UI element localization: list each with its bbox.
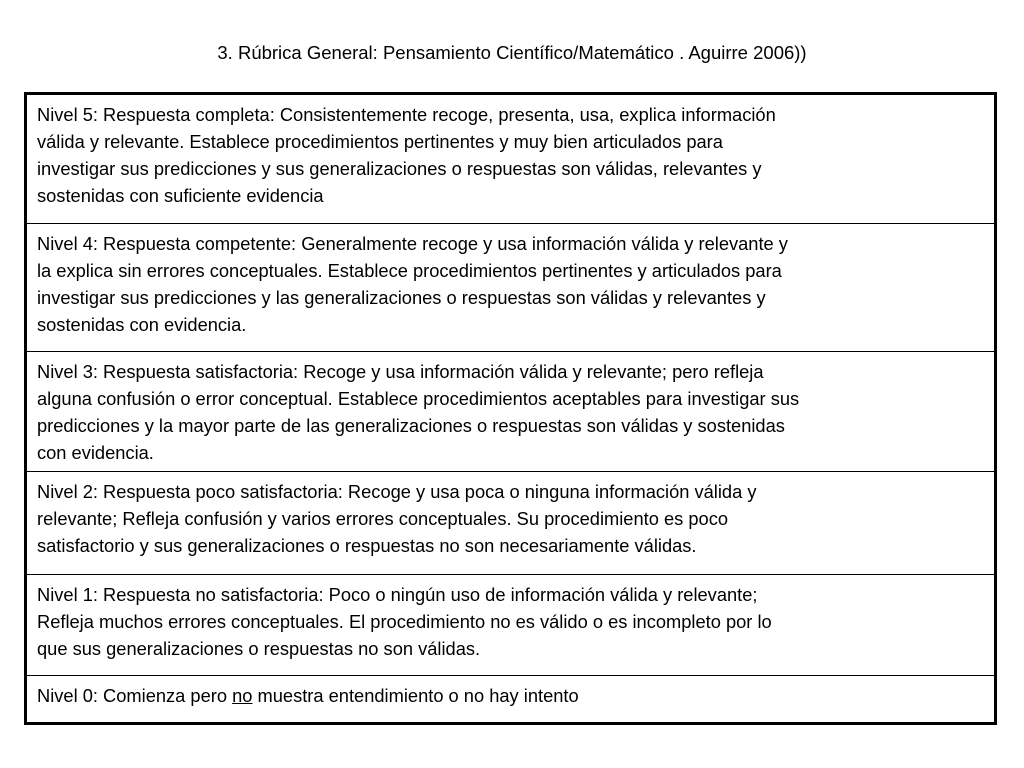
rubric-text-line: que sus generalizaciones o respuestas no son válidas.: [37, 638, 481, 659]
rubric-row-level-1: [27, 574, 994, 675]
rubric-text-line: con evidencia.: [37, 442, 154, 463]
rubric-text-line: la explica sin errores conceptuales. Establece procedimientos pertinentes y articulados para: [37, 260, 782, 281]
rubric-text-line: Nivel 2: Respuesta poco satisfactoria: Recoge y usa poca o ninguna información válida y: [37, 481, 757, 502]
rubric-text-line: válida y relevante. Establece procedimientos pertinentes y muy bien articulados para: [37, 131, 723, 152]
rubric-text-line: predicciones y la mayor parte de las generalizaciones o respuestas son válidas y sostenidas: [37, 415, 785, 436]
rubric-text-line: Refleja muchos errores conceptuales. El procedimiento no es válido o es incompleto por lo: [37, 611, 772, 632]
rubric-row-level-0: [27, 675, 994, 722]
rubric-text-line: sostenidas con suficiente evidencia: [37, 185, 324, 206]
rubric-text-line: sostenidas con evidencia.: [37, 314, 247, 335]
rubric-row-level-2: [27, 471, 994, 574]
rubric-text-line: investigar sus predicciones y las generalizaciones o respuestas son válidas y relevantes y: [37, 287, 766, 308]
rubric-row-level-4: [27, 223, 994, 351]
level-0-text-end: muestra entendimiento o no hay intento: [252, 685, 579, 706]
level-0-underlined-word: no: [232, 685, 253, 706]
rubric-text-line: satisfactorio y sus generalizaciones o respuestas no son necesariamente válidas.: [37, 535, 697, 556]
level-0-text-start: Nivel 0: Comienza pero: [37, 685, 233, 706]
rubric-row-level-5: [27, 95, 994, 223]
rubric-text-line: [37, 682, 984, 709]
rubric-text-line: Nivel 5: Respuesta completa: Consistentemente recoge, presenta, usa, explica información: [37, 104, 776, 125]
rubric-row-level-3: [27, 351, 994, 471]
rubric-text-line: relevante; Refleja confusión y varios errores conceptuales. Su procedimiento es poco: [37, 508, 729, 529]
rubric-table: [24, 92, 997, 725]
rubric-text-line: investigar sus predicciones y sus generalizaciones o respuestas son válidas, relevantes y: [37, 158, 762, 179]
rubric-text-line: Nivel 1: Respuesta no satisfactoria: Poco o ningún uso de información válida y relevante;: [37, 584, 758, 605]
rubric-text-line: Nivel 4: Respuesta competente: Generalmente recoge y usa información válida y relevante y: [37, 233, 788, 254]
rubric-text-line: alguna confusión o error conceptual. Establece procedimientos aceptables para investigar sus: [37, 388, 800, 409]
page-title: 3. Rúbrica General: Pensamiento Científico/Matemático . Aguirre 2006)): [217, 42, 807, 63]
rubric-text-line: Nivel 3: Respuesta satisfactoria: Recoge y usa información válida y relevante; pero refleja: [37, 361, 764, 382]
